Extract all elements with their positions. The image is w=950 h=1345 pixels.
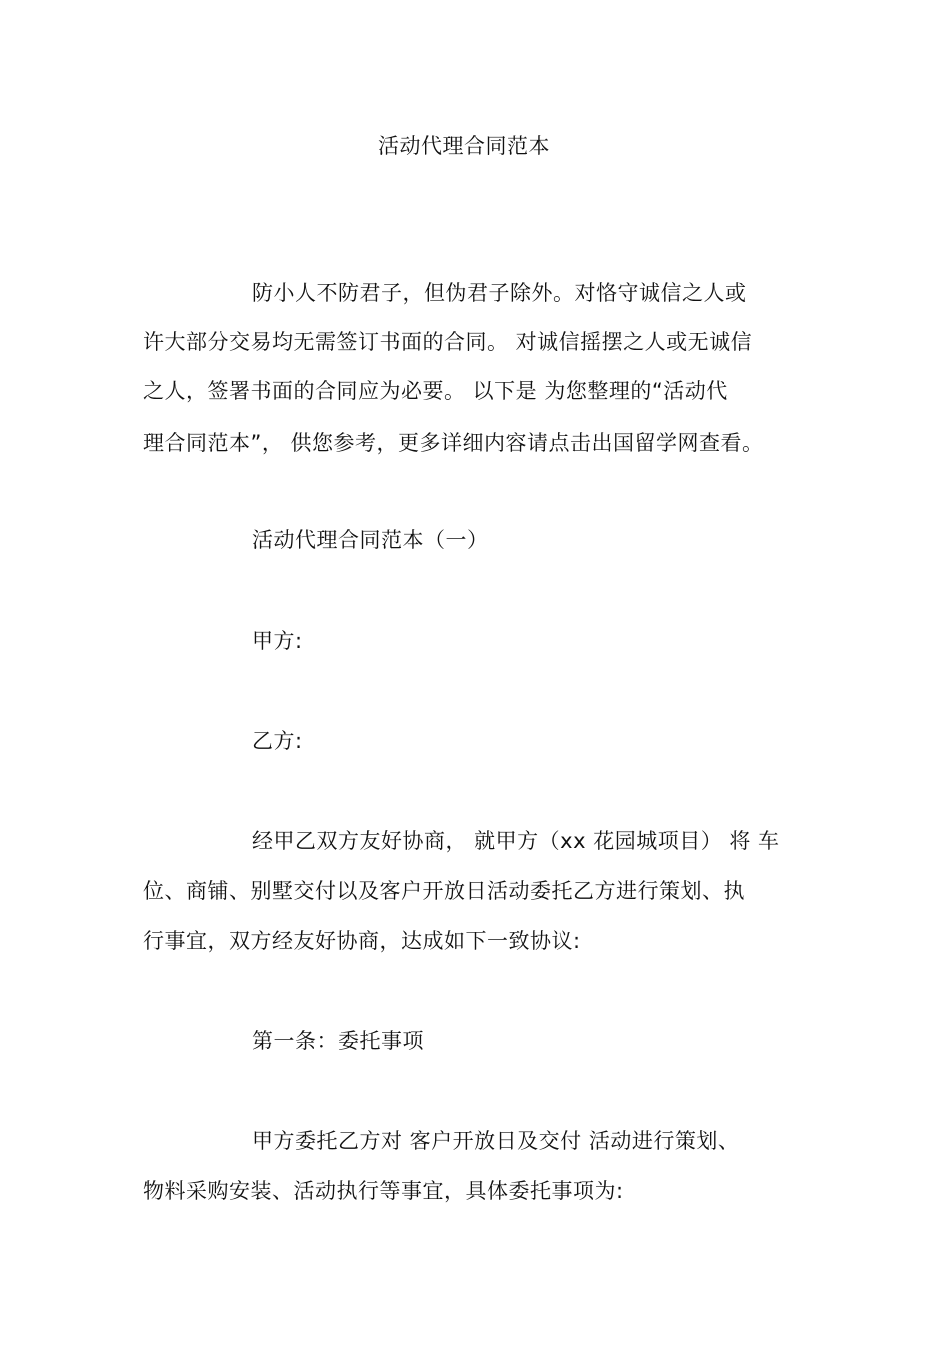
- intro-line-4: 理合同范本”， 供您参考，更多详细内容请点击出国留学网查看。: [143, 431, 764, 455]
- party-b-label: 乙方:: [252, 729, 303, 753]
- paragraph1-line-1: 经甲乙双方友好协商， 就甲方（xx 花园城项目） 将 车: [252, 829, 780, 853]
- intro-line-3: 之人，签署书面的合同应为必要。 以下是 为您整理的“活动代: [143, 379, 728, 403]
- paragraph1-line-2: 位、商铺、别墅交付以及客户开放日活动委托乙方进行策划、执: [143, 879, 745, 903]
- section-heading: 活动代理合同范本（一）: [252, 528, 489, 552]
- party-a-label: 甲方:: [252, 629, 303, 653]
- paragraph2-line-1: 甲方委托乙方对 客户开放日及交付 活动进行策划、: [252, 1129, 740, 1153]
- paragraph1-line-3: 行事宜，双方经友好协商，达成如下一致协议:: [143, 929, 581, 953]
- article1-heading: 第一条：委托事项: [252, 1029, 424, 1053]
- paragraph2-line-2: 物料采购安装、活动执行等事宜，具体委托事项为:: [143, 1179, 624, 1203]
- intro-line-2: 许大部分交易均无需签订书面的合同。 对诚信摇摆之人或无诚信: [143, 330, 753, 354]
- document-title: 活动代理合同范本: [378, 134, 550, 158]
- intro-line-1: 防小人不防君子，但伪君子除外。对恪守诚信之人或: [252, 281, 747, 305]
